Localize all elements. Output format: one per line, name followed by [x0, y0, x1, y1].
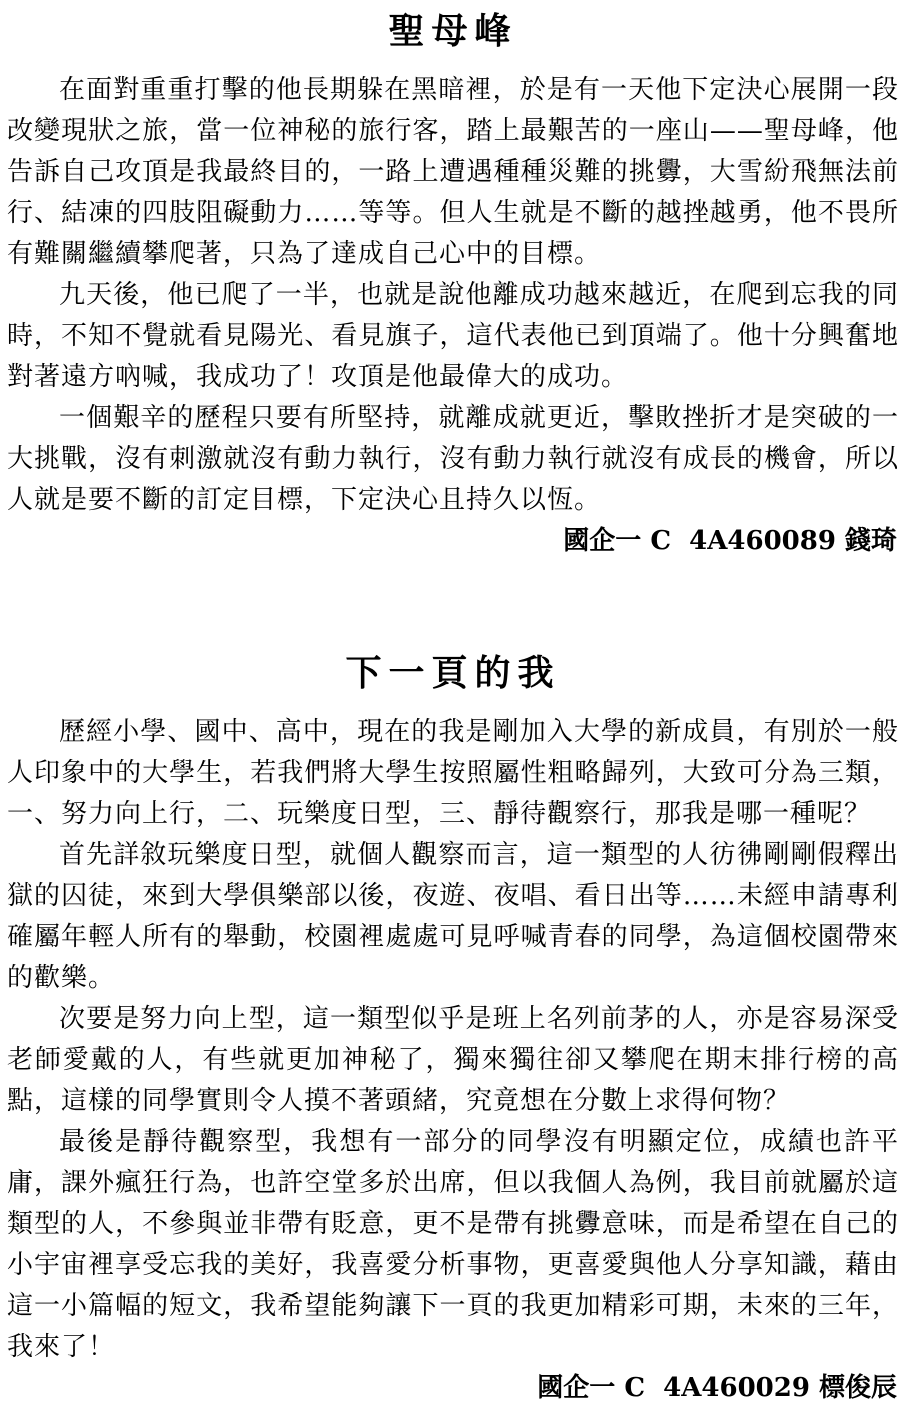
essay-paragraph: 次要是努力向上型，這一類型似乎是班上名列前茅的人，亦是容易深受老師愛戴的人，有些就更加神秘了，獨來獨往卻又攀爬在期末排行榜的高點，這樣的同學實則令人摸不著頭緒，究竟想在分數上求得何物？ — [7, 1004, 899, 1116]
essay-paragraph: 一個艱辛的歷程只要有所堅持，就離成就更近，擊敗挫折才是突破的一大挑戰，沒有刺激就沒有動力執行，沒有動力執行就沒有成長的機會，所以人就是要不斷的訂定目標，下定決心且持久以恆。 — [7, 403, 899, 515]
essay-paragraph: 在面對重重打擊的他長期躲在黑暗裡，於是有一天他下定決心展開一段改變現狀之旅，當一位神秘的旅行客，踏上最艱苦的一座山——聖母峰，他告訴自己攻頂是我最終目的，一路上遭遇種種災難的挑釁，大雪紛飛無法前行、結凍的四肢阻礙動力……等等。但人生就是不斷的越挫越勇，他不畏所有難關繼續攀爬著，只為了達成自己心中的目標。 — [7, 75, 899, 269]
essay-paragraph: 最後是靜待觀察型，我想有一部分的同學沒有明顯定位，成績也許平庸，課外瘋狂行為，也許空堂多於出席，但以我個人為例，我目前就屬於這類型的人，不參與並非帶有貶意，更不是帶有挑釁意味，而是希望在自己的小宇宙裡享受忘我的美好，我喜愛分析事物，更喜愛與他人分享知識，藉由這一小篇幅的短文，我希望能夠讓下一頁的我更加精彩可期，未來的三年，我來了！ — [7, 1127, 899, 1362]
essay-paragraph: 歷經小學、國中、高中，現在的我是剛加入大學的新成員，有別於一般人印象中的大學生，若我們將大學生按照屬性粗略歸列，大致可分為三類，一、努力向上行，二、玩樂度日型，三、靜待觀察行，那我是哪一種呢？ — [7, 717, 899, 829]
essay-paragraph: 九天後，他已爬了一半，也就是說他離成功越來越近，在爬到忘我的同時，不知不覺就看見陽光、看見旗子，這代表他已到頂端了。他十分興奮地對著遠方吶喊，我成功了！攻頂是他最偉大的成功。 — [7, 280, 899, 392]
essay-attribution: 國企一 C 4A460089 錢琦 — [563, 526, 897, 556]
essay-title: 下一頁的我 — [345, 652, 561, 694]
essay-title: 聖母峰 — [388, 10, 518, 52]
essay-next-page-of-me — [7, 648, 899, 1409]
essay-mount-everest — [7, 6, 899, 562]
essay-paragraph: 首先詳敘玩樂度日型，就個人觀察而言，這一類型的人彷彿剛剛假釋出獄的囚徒，來到大學俱樂部以後，夜遊、夜唱、看日出等……未經申請專利確屬年輕人所有的舉動，校園裡處處可見呼喊青春的同學，為這個校園帶來的歡樂。 — [7, 840, 899, 993]
essay-attribution: 國企一 C 4A460029 標俊辰 — [537, 1373, 897, 1403]
